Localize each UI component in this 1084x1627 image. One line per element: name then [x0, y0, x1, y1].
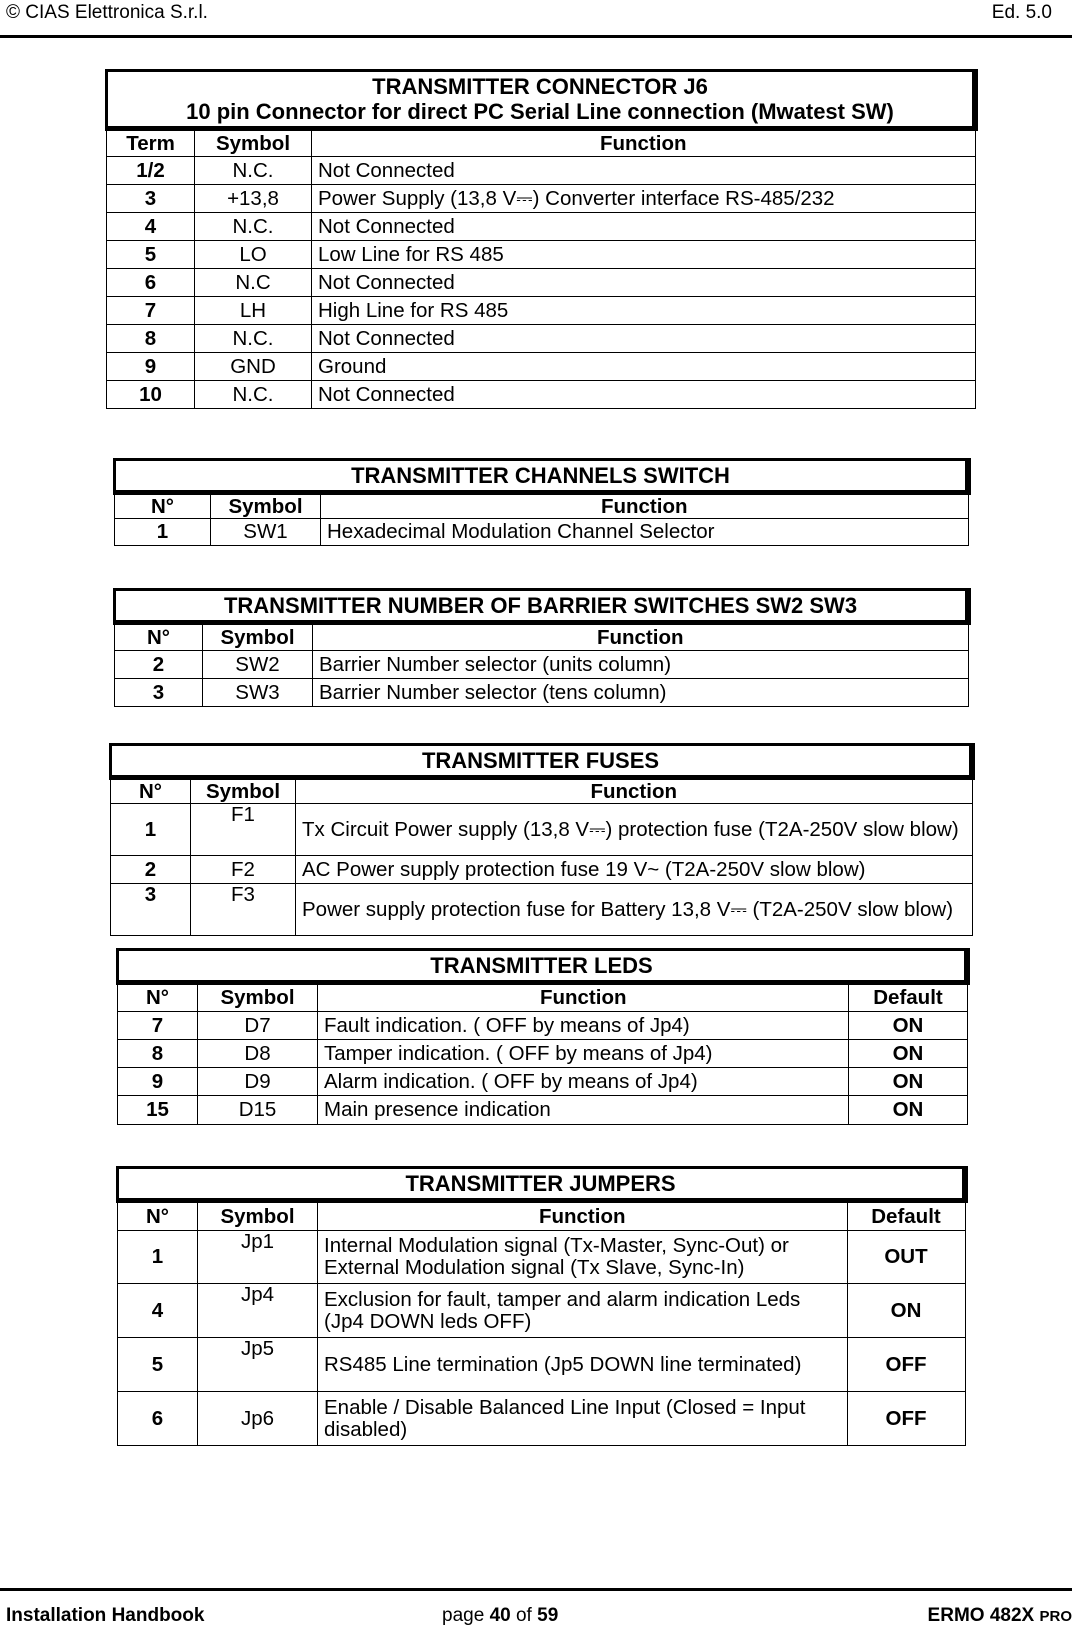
table-row	[111, 884, 973, 936]
number-cell: 15	[118, 1096, 198, 1125]
header-number: N°	[115, 623, 203, 651]
number-cell: 8	[118, 1040, 198, 1068]
table-row	[107, 185, 976, 213]
symbol-cell: Jp6	[198, 1392, 318, 1446]
function-cell: Main presence indication	[318, 1096, 849, 1125]
symbol-cell: D15	[198, 1096, 318, 1125]
function-cell: RS485 Line termination (Jp5 DOWN line terminated)	[318, 1338, 848, 1392]
default-cell: ON	[849, 1012, 967, 1040]
function-cell: High Line for RS 485	[312, 297, 976, 325]
header-term: Term	[107, 129, 195, 157]
function-cell: Barrier Number selector (units column)	[313, 651, 969, 679]
barrier-switches-table	[113, 588, 971, 707]
default-cell: ON	[849, 1040, 967, 1068]
page-header	[0, 0, 1072, 38]
function-cell: Barrier Number selector (tens column)	[313, 679, 969, 707]
table-row	[107, 213, 976, 241]
header-number: N°	[118, 1201, 198, 1231]
channels-switch-table	[113, 458, 971, 546]
table-title	[107, 71, 976, 129]
title-line-2: 10 pin Connector for direct PC Serial Line connection (Mwatest SW)	[186, 99, 894, 124]
header-number: N°	[115, 493, 211, 519]
default-cell: OFF	[847, 1338, 965, 1392]
page-of: of	[515, 1605, 532, 1626]
table-row	[107, 325, 976, 353]
term-cell: 4	[107, 213, 195, 241]
function-cell: Not Connected	[312, 269, 976, 297]
term-cell: 3	[107, 185, 195, 213]
number-cell: 5	[118, 1338, 198, 1392]
table-row	[111, 804, 973, 856]
table-row	[107, 353, 976, 381]
connector-j6-table	[105, 69, 978, 409]
header-symbol: Symbol	[203, 623, 313, 651]
handbook-label: Installation Handbook	[6, 1605, 205, 1626]
table-row	[107, 297, 976, 325]
fuses-table	[109, 743, 975, 936]
symbol-cell: F1	[191, 804, 296, 856]
function-cell: Tx Circuit Power supply (13,8 V⎓) protection fuse (T2A-250V slow blow)	[296, 804, 973, 856]
number-cell: 7	[118, 1012, 198, 1040]
symbol-cell: D9	[198, 1068, 318, 1096]
function-cell: Not Connected	[312, 381, 976, 409]
number-cell: 6	[118, 1392, 198, 1446]
table-row	[118, 1068, 968, 1096]
product-suffix: PRO	[1039, 1608, 1072, 1625]
function-cell: Tamper indication. ( OFF by means of Jp4)	[318, 1040, 849, 1068]
title-line-1: TRANSMITTER CONNECTOR J6	[372, 74, 708, 99]
page-total: 59	[537, 1605, 559, 1626]
header-default: Default	[847, 1201, 965, 1231]
default-cell: ON	[849, 1068, 967, 1096]
term-cell: 8	[107, 325, 195, 353]
header-number: N°	[118, 983, 198, 1012]
table-row	[107, 381, 976, 409]
symbol-cell: D8	[198, 1040, 318, 1068]
symbol-cell: SW1	[211, 519, 321, 546]
table-title: TRANSMITTER FUSES	[111, 745, 973, 778]
table-row	[111, 856, 973, 884]
function-cell: Internal Modulation signal (Tx-Master, Sync-Out) or External Modulation signal (Tx Slave, Sync-In)	[318, 1231, 848, 1284]
header-symbol: Symbol	[198, 983, 318, 1012]
term-cell: 5	[107, 241, 195, 269]
symbol-cell: Jp4	[198, 1284, 318, 1338]
function-cell: AC Power supply protection fuse 19 V~ (T2A-250V slow blow)	[296, 856, 973, 884]
symbol-cell: D7	[198, 1012, 318, 1040]
header-function: Function	[313, 623, 969, 651]
table-row	[118, 1096, 968, 1125]
term-cell: 6	[107, 269, 195, 297]
jumpers-table	[116, 1166, 968, 1446]
default-cell: ON	[849, 1096, 967, 1125]
number-cell: 1	[115, 519, 211, 546]
table-title: TRANSMITTER JUMPERS	[118, 1168, 966, 1201]
leds-table	[116, 948, 970, 1125]
symbol-cell: SW2	[203, 651, 313, 679]
symbol-cell: F3	[191, 884, 296, 936]
product-model: ERMO 482X	[927, 1605, 1035, 1626]
header-function: Function	[296, 778, 973, 804]
symbol-cell: LO	[195, 241, 312, 269]
header-symbol: Symbol	[211, 493, 321, 519]
page-prefix: page	[442, 1605, 485, 1626]
table-row	[115, 519, 969, 546]
function-cell: Power Supply (13,8 V⎓) Converter interface RS-485/232	[312, 185, 976, 213]
table-row	[118, 1231, 966, 1284]
default-cell: OUT	[847, 1231, 965, 1284]
table-row	[118, 1040, 968, 1068]
symbol-cell: GND	[195, 353, 312, 381]
table-row	[115, 679, 969, 707]
table-row	[118, 1284, 966, 1338]
function-cell: Not Connected	[312, 325, 976, 353]
header-symbol: Symbol	[191, 778, 296, 804]
symbol-cell: F2	[191, 856, 296, 884]
table-row	[118, 1012, 968, 1040]
header-symbol: Symbol	[195, 129, 312, 157]
function-cell: Enable / Disable Balanced Line Input (Closed = Input disabled)	[318, 1392, 848, 1446]
default-cell: OFF	[847, 1392, 965, 1446]
page-number	[442, 1605, 558, 1627]
number-cell: 3	[111, 884, 191, 936]
company-name: © CIAS Elettronica S.r.l.	[6, 2, 208, 23]
header-function: Function	[321, 493, 969, 519]
table-row	[118, 1392, 966, 1446]
symbol-cell: N.C.	[195, 157, 312, 185]
number-cell: 4	[118, 1284, 198, 1338]
header-function: Function	[312, 129, 976, 157]
table-row	[107, 241, 976, 269]
number-cell: 1	[118, 1231, 198, 1284]
number-cell: 2	[111, 856, 191, 884]
function-cell: Ground	[312, 353, 976, 381]
page-current: 40	[489, 1605, 511, 1626]
number-cell: 9	[118, 1068, 198, 1096]
table-row	[115, 651, 969, 679]
number-cell: 2	[115, 651, 203, 679]
term-cell: 7	[107, 297, 195, 325]
table-row	[107, 269, 976, 297]
term-cell: 10	[107, 381, 195, 409]
function-cell: Power supply protection fuse for Battery 13,8 V⎓ (T2A-250V slow blow)	[296, 884, 973, 936]
symbol-cell: Jp5	[198, 1338, 318, 1392]
symbol-cell: +13,8	[195, 185, 312, 213]
table-row	[118, 1338, 966, 1392]
header-default: Default	[849, 983, 967, 1012]
product-name	[928, 1605, 1072, 1627]
number-cell: 3	[115, 679, 203, 707]
symbol-cell: N.C.	[195, 381, 312, 409]
header-function: Function	[318, 983, 849, 1012]
table-title: TRANSMITTER NUMBER OF BARRIER SWITCHES SW2 SW3	[115, 590, 969, 623]
edition-label: Ed. 5.0	[991, 2, 1052, 23]
symbol-cell: Jp1	[198, 1231, 318, 1284]
table-title: TRANSMITTER CHANNELS SWITCH	[115, 460, 969, 493]
default-cell: ON	[847, 1284, 965, 1338]
symbol-cell: N.C.	[195, 325, 312, 353]
symbol-cell: N.C.	[195, 213, 312, 241]
number-cell: 1	[111, 804, 191, 856]
header-function: Function	[318, 1201, 848, 1231]
function-cell: Alarm indication. ( OFF by means of Jp4)	[318, 1068, 849, 1096]
table-row	[107, 157, 976, 185]
term-cell: 9	[107, 353, 195, 381]
term-cell: 1/2	[107, 157, 195, 185]
function-cell: Exclusion for fault, tamper and alarm indication Leds (Jp4 DOWN leds OFF)	[318, 1284, 848, 1338]
symbol-cell: LH	[195, 297, 312, 325]
function-cell: Hexadecimal Modulation Channel Selector	[321, 519, 969, 546]
page-footer	[0, 1588, 1072, 1627]
function-cell: Not Connected	[312, 157, 976, 185]
symbol-cell: N.C	[195, 269, 312, 297]
function-cell: Not Connected	[312, 213, 976, 241]
table-title: TRANSMITTER LEDS	[118, 950, 968, 983]
header-number: N°	[111, 778, 191, 804]
function-cell: Fault indication. ( OFF by means of Jp4)	[318, 1012, 849, 1040]
header-symbol: Symbol	[198, 1201, 318, 1231]
function-cell: Low Line for RS 485	[312, 241, 976, 269]
symbol-cell: SW3	[203, 679, 313, 707]
